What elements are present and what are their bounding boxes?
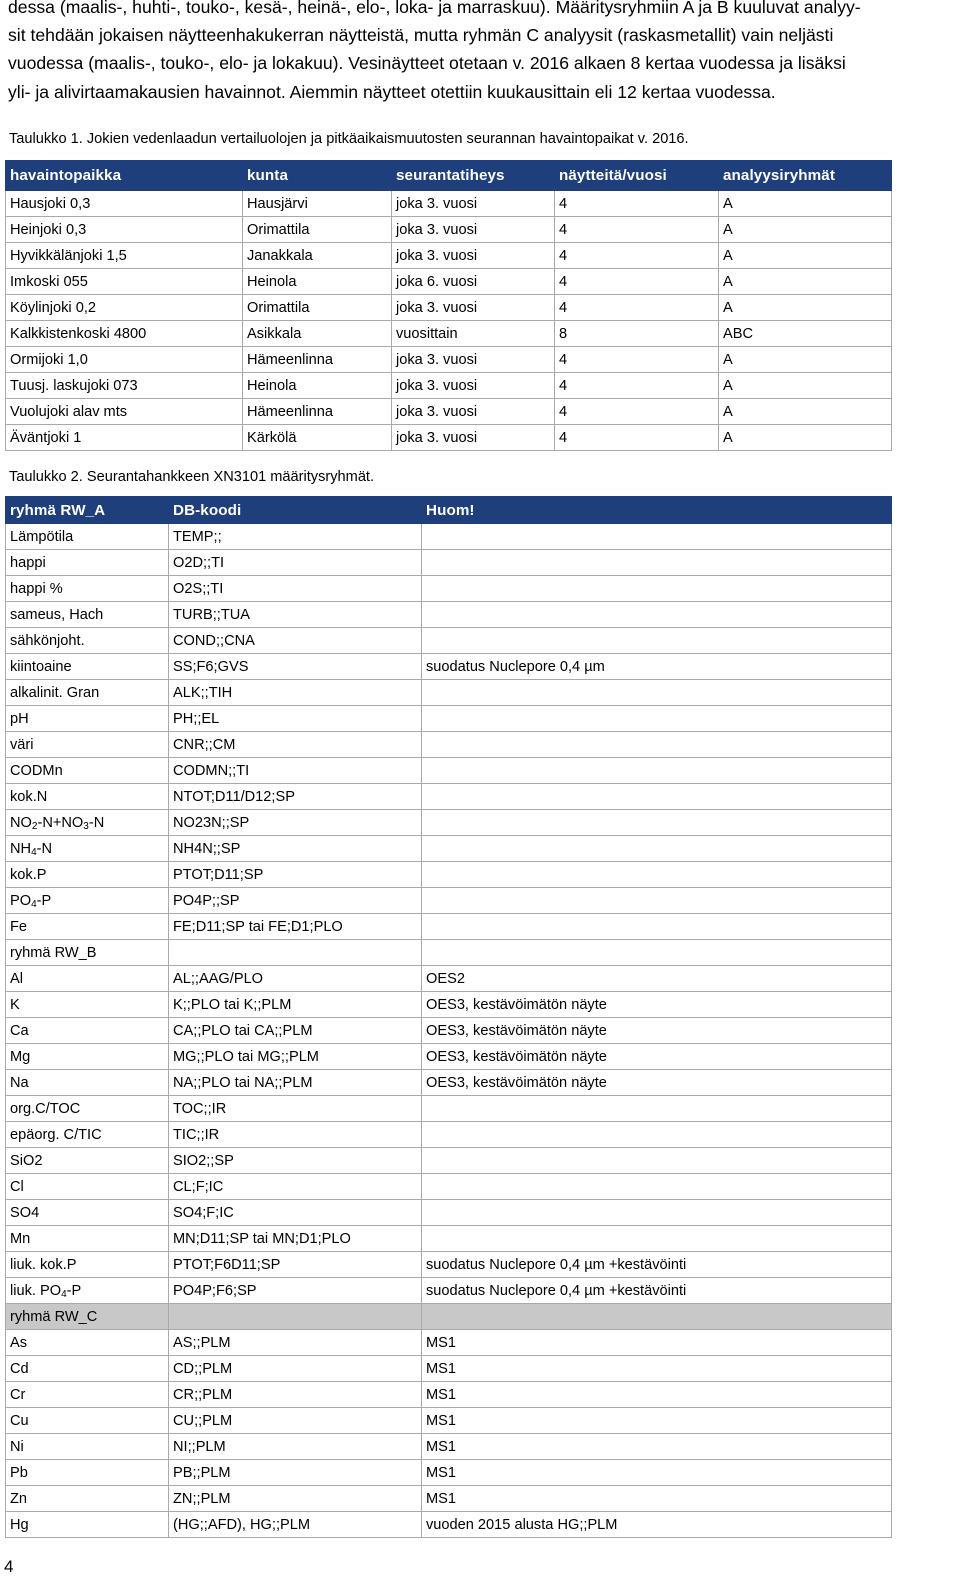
cell-determinant [6, 888, 169, 914]
column-header-note: Huom! [422, 497, 892, 524]
column-header-site: havaintopaikka [6, 161, 243, 191]
cell-determinant: Cd [6, 1356, 169, 1382]
cell-db-code: PH;;EL [169, 706, 422, 732]
cell-db-code: MG;;PLO tai MG;;PLM [169, 1044, 422, 1070]
cell-note: OES3, kestävöimätön näyte [422, 1044, 892, 1070]
text-part: NH [10, 840, 32, 857]
cell-determinant [6, 1278, 169, 1304]
text-part: -N [88, 814, 105, 831]
table-row [6, 940, 892, 966]
cell-frequency: joka 3. vuosi [392, 295, 555, 321]
cell-db-code: O2D;;TI [169, 550, 422, 576]
table-row [6, 732, 892, 758]
cell-db-code: ALK;;TIH [169, 680, 422, 706]
table2-body [6, 524, 892, 1538]
cell-determinant: Cr [6, 1382, 169, 1408]
cell-site: Hyvikkälänjoki 1,5 [6, 243, 243, 269]
cell-db-code: SS;F6;GVS [169, 654, 422, 680]
cell-samples-per-year: 4 [555, 217, 719, 243]
cell-note [422, 1148, 892, 1174]
intro-line: dessa (maalis-, huhti-, touko-, kesä-, heinä-, elo-, loka- ja marraskuu). Määritysryhmiin A ja B kuuluvat analyy- [8, 0, 861, 17]
table-row [6, 784, 892, 810]
subscript: 2 [31, 820, 38, 832]
cell-db-code: PO4P;F6;SP [169, 1278, 422, 1304]
table-row [6, 1512, 892, 1538]
table-row [6, 1460, 892, 1486]
cell-determinant: Cl [6, 1174, 169, 1200]
cell-db-code: NI;;PLM [169, 1434, 422, 1460]
text-part: -N [36, 840, 53, 857]
cell-note [422, 706, 892, 732]
cell-note: OES3, kestävöimätön näyte [422, 1018, 892, 1044]
cell-db-code: PTOT;F6D11;SP [169, 1252, 422, 1278]
cell-municipality: Asikkala [243, 321, 392, 347]
cell-db-code: NA;;PLO tai NA;;PLM [169, 1070, 422, 1096]
cell-municipality: Hämeenlinna [243, 399, 392, 425]
cell-db-code: AS;;PLM [169, 1330, 422, 1356]
table2-caption: Taulukko 2. Seurantahankkeen XN3101 määritysryhmät. [9, 469, 375, 485]
cell-note [422, 680, 892, 706]
cell-db-code: ZN;;PLM [169, 1486, 422, 1512]
cell-samples-per-year: 4 [555, 269, 719, 295]
cell-municipality: Janakkala [243, 243, 392, 269]
table-row [6, 1226, 892, 1252]
cell-determinant: SiO2 [6, 1148, 169, 1174]
cell-note [422, 888, 892, 914]
text-part: -P [36, 892, 52, 909]
monitoring-sites-table [5, 160, 892, 451]
column-header-frequency: seurantatiheys [392, 161, 555, 191]
cell-analysis-groups: A [719, 399, 892, 425]
cell-frequency: joka 3. vuosi [392, 425, 555, 451]
cell-analysis-groups: A [719, 295, 892, 321]
cell-analysis-groups: A [719, 243, 892, 269]
table-row [6, 1408, 892, 1434]
table-row [6, 1070, 892, 1096]
cell-determinant: Al [6, 966, 169, 992]
cell-determinant: kok.P [6, 862, 169, 888]
cell-determinant: CODMn [6, 758, 169, 784]
cell-site: Tuusj. laskujoki 073 [6, 373, 243, 399]
text-part: liuk. PO [10, 1282, 62, 1299]
subscript: 4 [31, 846, 37, 858]
cell-municipality: Heinola [243, 373, 392, 399]
cell-determinant: alkalinit. Gran [6, 680, 169, 706]
cell-note: OES3, kestävöimätön näyte [422, 992, 892, 1018]
cell-note [422, 1174, 892, 1200]
cell-note [422, 940, 892, 966]
cell-samples-per-year: 4 [555, 399, 719, 425]
cell-determinant: happi % [6, 576, 169, 602]
cell-analysis-groups: A [719, 217, 892, 243]
cell-note [422, 732, 892, 758]
cell-analysis-groups: A [719, 269, 892, 295]
cell-municipality: Orimattila [243, 217, 392, 243]
cell-determinant [6, 810, 169, 836]
cell-samples-per-year: 4 [555, 425, 719, 451]
table-row [6, 217, 892, 243]
cell-frequency: joka 3. vuosi [392, 217, 555, 243]
cell-note [422, 914, 892, 940]
cell-municipality: Kärkölä [243, 425, 392, 451]
table-row [6, 1148, 892, 1174]
text-part: -N+NO [37, 814, 84, 831]
cell-note [422, 784, 892, 810]
cell-note [422, 1200, 892, 1226]
table-row [6, 1486, 892, 1512]
cell-site: Vuolujoki alav mts [6, 399, 243, 425]
cell-note: MS1 [422, 1434, 892, 1460]
cell-determinant: sähkönjoht. [6, 628, 169, 654]
cell-note: suodatus Nuclepore 0,4 µm [422, 654, 892, 680]
cell-frequency: joka 3. vuosi [392, 347, 555, 373]
table-row [6, 373, 892, 399]
cell-samples-per-year: 4 [555, 191, 719, 217]
cell-db-code: MN;D11;SP tai MN;D1;PLO [169, 1226, 422, 1252]
column-header-samples-per-year: näytteitä/vuosi [555, 161, 719, 191]
cell-db-code: AL;;AAG/PLO [169, 966, 422, 992]
cell-frequency: joka 6. vuosi [392, 269, 555, 295]
group-header-row [6, 1304, 892, 1330]
table-row [6, 1330, 892, 1356]
cell-samples-per-year: 4 [555, 243, 719, 269]
cell-frequency: joka 3. vuosi [392, 373, 555, 399]
table-row [6, 425, 892, 451]
table-row [6, 680, 892, 706]
intro-paragraph [8, 0, 954, 106]
table-row [6, 758, 892, 784]
cell-determinant: väri [6, 732, 169, 758]
cell-db-code: TURB;;TUA [169, 602, 422, 628]
cell-determinant: Cu [6, 1408, 169, 1434]
cell-db-code: COND;;CNA [169, 628, 422, 654]
text-part: PO [10, 892, 32, 909]
cell-analysis-groups: A [719, 191, 892, 217]
subscript: 4 [31, 898, 37, 910]
cell-determinant: ryhmä RW_B [6, 940, 169, 966]
table1-body [6, 191, 892, 451]
cell-note: suodatus Nuclepore 0,4 µm +kestävöinti [422, 1252, 892, 1278]
text-part: NO [10, 814, 32, 831]
cell-note: MS1 [422, 1408, 892, 1434]
table-row [6, 706, 892, 732]
cell-samples-per-year: 4 [555, 295, 719, 321]
intro-line: vuodessa (maalis-, touko-, elo- ja lokakuu). Vesinäytteet otetaan v. 2016 alkaen 8 kertaa vuodessa ja lisäksi [8, 53, 846, 74]
cell-frequency: joka 3. vuosi [392, 191, 555, 217]
cell-note: suodatus Nuclepore 0,4 µm +kestävöinti [422, 1278, 892, 1304]
cell-db-code [169, 1304, 422, 1330]
table-row [6, 524, 892, 550]
cell-note: OES2 [422, 966, 892, 992]
cell-db-code: SO4;F;IC [169, 1200, 422, 1226]
determination-groups-table [5, 496, 892, 1538]
cell-site: Hausjoki 0,3 [6, 191, 243, 217]
column-header-municipality: kunta [243, 161, 392, 191]
table-row [6, 1200, 892, 1226]
cell-db-code: NO23N;;SP [169, 810, 422, 836]
cell-db-code: TOC;;IR [169, 1096, 422, 1122]
table-row [6, 1382, 892, 1408]
cell-note [422, 1096, 892, 1122]
table-row [6, 836, 892, 862]
cell-determinant: Pb [6, 1460, 169, 1486]
cell-municipality: Hämeenlinna [243, 347, 392, 373]
cell-municipality: Hausjärvi [243, 191, 392, 217]
cell-note: MS1 [422, 1486, 892, 1512]
table-row [6, 1252, 892, 1278]
cell-determinant: Fe [6, 914, 169, 940]
cell-determinant: liuk. kok.P [6, 1252, 169, 1278]
table-row [6, 347, 892, 373]
column-header-db-code: DB-koodi [169, 497, 422, 524]
cell-note [422, 524, 892, 550]
cell-determinant: sameus, Hach [6, 602, 169, 628]
cell-db-code: CR;;PLM [169, 1382, 422, 1408]
cell-db-code: O2S;;TI [169, 576, 422, 602]
table-row [6, 1434, 892, 1460]
cell-samples-per-year: 4 [555, 373, 719, 399]
cell-determinant: kok.N [6, 784, 169, 810]
table-row [6, 602, 892, 628]
cell-db-code: CNR;;CM [169, 732, 422, 758]
cell-note [422, 1226, 892, 1252]
table-row [6, 1122, 892, 1148]
table-row [6, 914, 892, 940]
cell-determinant: kiintoaine [6, 654, 169, 680]
cell-note [422, 628, 892, 654]
table-row [6, 399, 892, 425]
cell-determinant: epäorg. C/TIC [6, 1122, 169, 1148]
cell-determinant: Mg [6, 1044, 169, 1070]
cell-note [422, 602, 892, 628]
table-row [6, 576, 892, 602]
cell-db-code: SIO2;;SP [169, 1148, 422, 1174]
table1-caption: Taulukko 1. Jokien vedenlaadun vertailuolojen ja pitkäaikaismuutosten seurannan havaintopaikat v. 2016. [9, 131, 689, 147]
cell-db-code: (HG;;AFD), HG;;PLM [169, 1512, 422, 1538]
table-row [6, 654, 892, 680]
cell-site: Heinjoki 0,3 [6, 217, 243, 243]
cell-determinant: SO4 [6, 1200, 169, 1226]
cell-frequency: joka 3. vuosi [392, 243, 555, 269]
column-header-analysis-groups: analyysiryhmät [719, 161, 892, 191]
cell-note [422, 1122, 892, 1148]
cell-db-code [169, 940, 422, 966]
table-row [6, 1356, 892, 1382]
cell-note: MS1 [422, 1460, 892, 1486]
cell-determinant: As [6, 1330, 169, 1356]
cell-db-code: NTOT;D11/D12;SP [169, 784, 422, 810]
text-part: -P [66, 1282, 82, 1299]
cell-frequency: vuosittain [392, 321, 555, 347]
cell-note [422, 836, 892, 862]
cell-note [422, 758, 892, 784]
cell-municipality: Heinola [243, 269, 392, 295]
cell-db-code: NH4N;;SP [169, 836, 422, 862]
cell-note: OES3, kestävöimätön näyte [422, 1070, 892, 1096]
cell-db-code: CA;;PLO tai CA;;PLM [169, 1018, 422, 1044]
cell-municipality: Orimattila [243, 295, 392, 321]
table-row [6, 1044, 892, 1070]
cell-site: Köylinjoki 0,2 [6, 295, 243, 321]
cell-note [422, 862, 892, 888]
table-row [6, 992, 892, 1018]
cell-determinant: Na [6, 1070, 169, 1096]
cell-note: MS1 [422, 1330, 892, 1356]
cell-determinant: Lämpötila [6, 524, 169, 550]
cell-determinant: pH [6, 706, 169, 732]
cell-db-code: FE;D11;SP tai FE;D1;PLO [169, 914, 422, 940]
table-row [6, 321, 892, 347]
cell-note [422, 576, 892, 602]
cell-frequency: joka 3. vuosi [392, 399, 555, 425]
table-row [6, 1174, 892, 1200]
page-number: 4 [4, 1557, 14, 1576]
cell-determinant: Ni [6, 1434, 169, 1460]
cell-determinant: happi [6, 550, 169, 576]
cell-site: Ormijoki 1,0 [6, 347, 243, 373]
cell-db-code: CD;;PLM [169, 1356, 422, 1382]
table-row [6, 191, 892, 217]
cell-note [422, 1304, 892, 1330]
subscript: 3 [83, 820, 89, 832]
cell-db-code: PB;;PLM [169, 1460, 422, 1486]
table-row [6, 550, 892, 576]
table-row [6, 269, 892, 295]
cell-determinant: Hg [6, 1512, 169, 1538]
cell-determinant: Mn [6, 1226, 169, 1252]
cell-determinant: K [6, 992, 169, 1018]
cell-determinant: Ca [6, 1018, 169, 1044]
table-row [6, 966, 892, 992]
cell-determinant: Zn [6, 1486, 169, 1512]
cell-db-code: K;;PLO tai K;;PLM [169, 992, 422, 1018]
cell-note [422, 550, 892, 576]
intro-line: yli- ja alivirtaamakausien havainnot. Aiemmin näytteet otettiin kuukausittain eli 12 kertaa vuodessa. [8, 81, 776, 102]
cell-determinant: org.C/TOC [6, 1096, 169, 1122]
cell-db-code: TIC;;IR [169, 1122, 422, 1148]
cell-samples-per-year: 8 [555, 321, 719, 347]
cell-analysis-groups: A [719, 425, 892, 451]
table-row [6, 1096, 892, 1122]
cell-analysis-groups: A [719, 373, 892, 399]
subscript: 4 [61, 1288, 67, 1300]
table-row [6, 888, 892, 914]
cell-db-code: PO4P;;SP [169, 888, 422, 914]
table-row [6, 1018, 892, 1044]
table-row [6, 862, 892, 888]
cell-analysis-groups: A [719, 347, 892, 373]
cell-db-code: CODMN;;TI [169, 758, 422, 784]
cell-db-code: TEMP;; [169, 524, 422, 550]
cell-note: MS1 [422, 1356, 892, 1382]
cell-site: Äväntjoki 1 [6, 425, 243, 451]
table1-header-row [6, 161, 892, 191]
table-row [6, 628, 892, 654]
cell-db-code: CL;F;IC [169, 1174, 422, 1200]
cell-note: vuoden 2015 alusta HG;;PLM [422, 1512, 892, 1538]
cell-db-code: PTOT;D11;SP [169, 862, 422, 888]
table-row [6, 295, 892, 321]
intro-line: sit tehdään jokaisen näytteenhakukerran näytteistä, mutta ryhmän C analyysit (raskasmetallit) vain neljästi [8, 25, 834, 46]
cell-note: MS1 [422, 1382, 892, 1408]
table-row [6, 810, 892, 836]
cell-site: Kalkkistenkoski 4800 [6, 321, 243, 347]
cell-note [422, 810, 892, 836]
cell-db-code: CU;;PLM [169, 1408, 422, 1434]
cell-site: Imkoski 055 [6, 269, 243, 295]
column-header-group-a: ryhmä RW_A [6, 497, 169, 524]
table-row [6, 1278, 892, 1304]
table2-header-row [6, 497, 892, 524]
cell-samples-per-year: 4 [555, 347, 719, 373]
cell-determinant: ryhmä RW_C [6, 1304, 169, 1330]
cell-determinant [6, 836, 169, 862]
table-row [6, 243, 892, 269]
cell-analysis-groups: ABC [719, 321, 892, 347]
